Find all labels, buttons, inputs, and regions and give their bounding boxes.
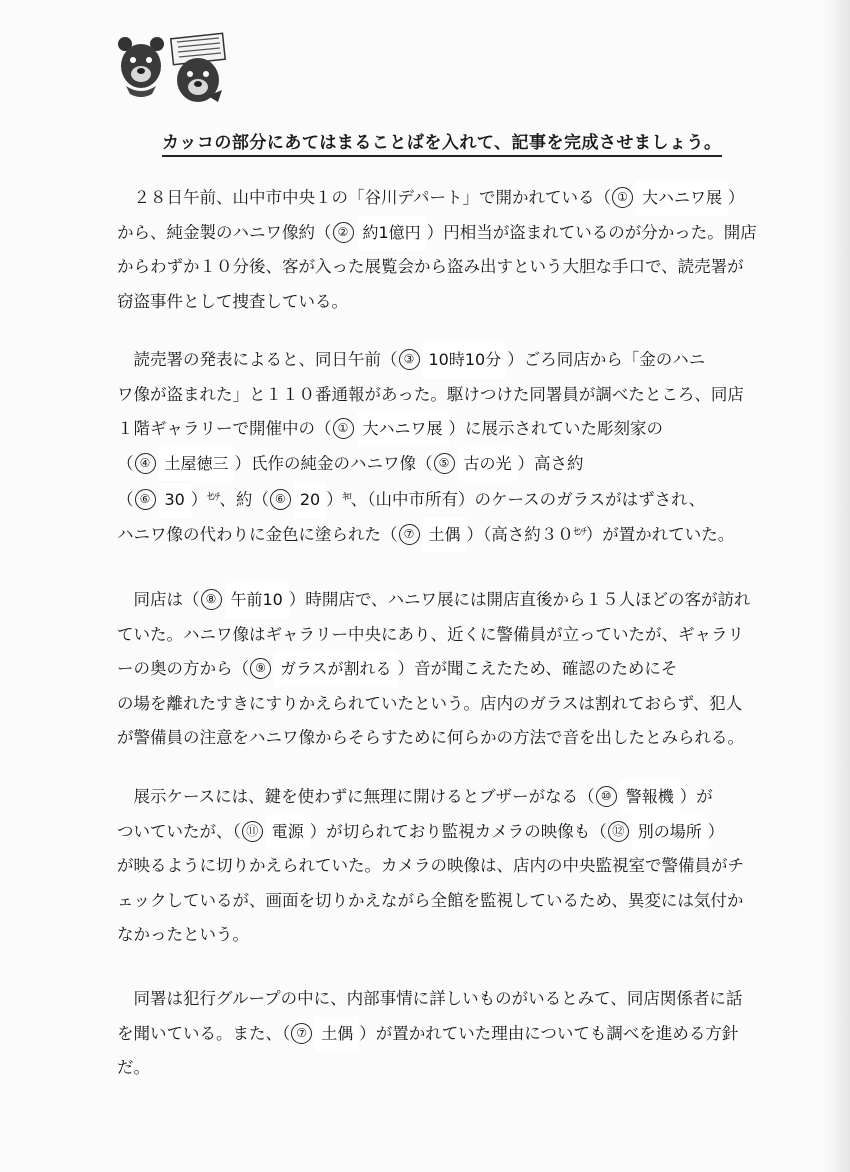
- article-text: なかったという。: [117, 925, 249, 944]
- handwritten-answer: 30: [159, 483, 191, 518]
- blank-number-marker: ⑨: [250, 658, 271, 679]
- blank-number-marker: ①: [612, 187, 633, 208]
- bear-mascot-icon: [118, 37, 164, 97]
- article-text: （: [117, 453, 134, 473]
- article-text: １階ギャラリーで開催中の（: [117, 419, 332, 438]
- article-paragraph-3: [117, 583, 807, 756]
- handwritten-answer: 電源: [266, 815, 310, 850]
- unit-label: ｾﾝﾁ: [207, 492, 220, 503]
- article-line: [117, 1017, 807, 1052]
- article-line: [117, 849, 807, 884]
- article-text: だ。: [117, 1058, 150, 1077]
- answer-blank[interactable]: [134, 447, 235, 482]
- article-text: ）が: [679, 787, 713, 806]
- article-text: を聞いている。また、（: [117, 1023, 291, 1043]
- article-text: ）音が聞こえたため、確認のためにそ: [397, 659, 678, 678]
- article-text: ついていたが、（: [117, 821, 241, 841]
- article-text: ーの奥の方から（: [117, 659, 249, 678]
- handwritten-answer: 大ハニワ展: [357, 412, 449, 447]
- article-line: [117, 378, 807, 413]
- handwritten-answer: 大ハニワ展: [636, 181, 728, 216]
- article-line: [117, 447, 807, 482]
- handwritten-answer: 別の場所: [632, 815, 708, 850]
- blank-number-marker: ⑫: [608, 821, 629, 842]
- article-paragraph-1: [117, 181, 807, 319]
- handwritten-answer: ガラスが割れる: [274, 652, 398, 687]
- handwritten-answer: 警報機: [620, 780, 680, 815]
- answer-blank[interactable]: [433, 447, 518, 482]
- article-text: ）時開店で、ハニワ展には開店直後から１５人ほどの客が訪れ: [288, 590, 751, 609]
- article-text: ていた。ハニワ像はギャラリー中央にあり、近くに警備員が立っていたが、ギャラリ: [117, 624, 744, 644]
- blank-number-marker: ⑤: [434, 453, 455, 474]
- article-line: [117, 815, 807, 850]
- mascot-illustration: [112, 30, 232, 110]
- blank-number-marker: ①: [333, 418, 354, 439]
- article-text: ）: [326, 490, 343, 509]
- handwritten-answer: 土偶: [423, 518, 467, 553]
- answer-blank[interactable]: [134, 483, 191, 518]
- article-text: ）が切られており監視カメラの映像も（: [309, 821, 607, 841]
- article-text: が警備員の注意をハニワ像からそらすために何らかの方法で音を出したとみられる。: [117, 728, 744, 747]
- article-line: [117, 516, 807, 551]
- article-line: [117, 618, 807, 653]
- answer-blank[interactable]: [200, 583, 289, 618]
- blank-number-marker: ⑥: [135, 489, 156, 510]
- article-text: ハニワ像の代わりに金色に塗られた（: [117, 524, 398, 544]
- article-paragraph-4: [117, 780, 807, 953]
- article-text: ）: [728, 188, 745, 207]
- article-line: [117, 982, 807, 1017]
- article-line: [117, 1051, 807, 1086]
- blank-number-marker: ③: [399, 349, 420, 370]
- handwritten-answer: 土偶: [315, 1017, 359, 1052]
- answer-blank[interactable]: [332, 216, 427, 251]
- article-line: [117, 181, 807, 216]
- worksheet-title: カッコの部分にあてはまることばを入れて、記事を完成させましょう。: [162, 128, 722, 157]
- blank-number-marker: ⑩: [596, 786, 617, 807]
- article-line: [117, 884, 807, 919]
- scan-edge-shadow: [824, 0, 850, 1172]
- article-text: 展示ケースには、鍵を使わずに無理に開けるとブザーがなる（: [117, 787, 595, 806]
- article-text: ）に展示されていた彫刻家の: [448, 419, 664, 438]
- answer-blank[interactable]: [398, 518, 467, 553]
- article-line: [117, 687, 807, 722]
- article-paragraph-2: [117, 343, 807, 550]
- article-line: [117, 343, 807, 378]
- article-line: [117, 481, 807, 516]
- unit-label: ｷﾛ: [342, 492, 351, 503]
- article-line: [117, 780, 807, 815]
- article-text: ）円相当が盗まれているのが分かった。開店: [426, 222, 757, 242]
- article-text: 同署は犯行グループの中に、内部事情に詳しいものがいるとみて、同店関係者に話: [117, 989, 743, 1008]
- answer-blank[interactable]: [595, 780, 680, 815]
- article-line: [117, 721, 807, 756]
- article-text: ）が置かれていた。: [585, 524, 735, 544]
- article-text: ）（高さ約３０: [466, 524, 574, 544]
- article-text: の場を離れたすきにすりかえられていたという。店内のガラスは割れておらず、犯人: [117, 693, 743, 713]
- article-text: ２８日午前、山中市中央１の「谷川デパート」で開かれている（: [117, 188, 612, 207]
- article-text: 窃盗事件として捜査している。: [117, 291, 348, 311]
- answer-blank[interactable]: [249, 652, 398, 687]
- handwritten-answer: 古の光: [458, 447, 518, 482]
- blank-number-marker: ⑪: [242, 821, 263, 842]
- article-line: [117, 652, 807, 687]
- handwritten-answer: 午前10: [225, 583, 289, 618]
- handwritten-answer: 土屋徳三: [159, 447, 235, 482]
- article-text: ）高さ約: [517, 453, 584, 473]
- handwritten-answer: 20: [294, 483, 326, 518]
- blank-number-marker: ⑦: [399, 524, 420, 545]
- article-line: [117, 918, 807, 953]
- answer-blank[interactable]: [611, 181, 728, 216]
- article-line: [117, 583, 807, 618]
- article-text: ）氏作の純金のハニワ像（: [234, 453, 433, 473]
- handwritten-answer: 10時10分: [423, 343, 508, 378]
- answer-blank[interactable]: [398, 343, 508, 378]
- blank-number-marker: ⑥: [270, 489, 291, 510]
- article-text: からわずか１０分後、客が入った展覧会から盗み出すという大胆な手口で、読売署が: [117, 257, 744, 276]
- article-line: [117, 216, 807, 251]
- article-text: ）が置かれていた理由についても調べを進める方針: [359, 1023, 739, 1043]
- article-line: [117, 250, 807, 285]
- answer-blank[interactable]: [269, 483, 326, 518]
- article-text: ェックしているが、画面を切りかえながら全館を監視しているため、異変には気付か: [117, 890, 744, 910]
- article-text: 、約（: [219, 490, 269, 509]
- bear-mascot-reading-newspaper-icon: [171, 33, 225, 102]
- blank-number-marker: ④: [135, 453, 156, 474]
- answer-blank[interactable]: [332, 412, 449, 447]
- handwritten-answer: 約1億円: [357, 216, 427, 251]
- article-text: ）ごろ同店から「金のハニ: [507, 350, 706, 369]
- article-text: 読売署の発表によると、同日午前（: [117, 350, 398, 369]
- answer-blank[interactable]: [290, 1017, 359, 1052]
- answer-blank[interactable]: [607, 815, 708, 850]
- article-text: （: [117, 490, 134, 509]
- article-paragraph-5: [117, 982, 807, 1086]
- answer-blank[interactable]: [241, 815, 310, 850]
- article-text: ワ像が盗まれた」と１１０番通報があった。駆けつけた同署員が調べたところ、同店: [117, 384, 744, 404]
- article-text: 同店は（: [117, 590, 200, 609]
- article-text: ）: [707, 821, 725, 841]
- article-line: [117, 412, 807, 447]
- unit-label: ｾﾝﾁ: [573, 526, 586, 538]
- blank-number-marker: ⑧: [201, 589, 222, 610]
- blank-number-marker: ⑦: [291, 1023, 312, 1044]
- article-text: ）: [190, 490, 208, 509]
- article-line: [117, 285, 807, 320]
- article-text: が映るように切りかえられていた。カメラの映像は、店内の中央監視室で警備員がチ: [117, 856, 744, 875]
- blank-number-marker: ②: [333, 222, 354, 243]
- article-text: 、（山中市所有）のケースのガラスがはずされ、: [350, 490, 706, 509]
- article-text: から、純金製のハニワ像約（: [117, 222, 332, 242]
